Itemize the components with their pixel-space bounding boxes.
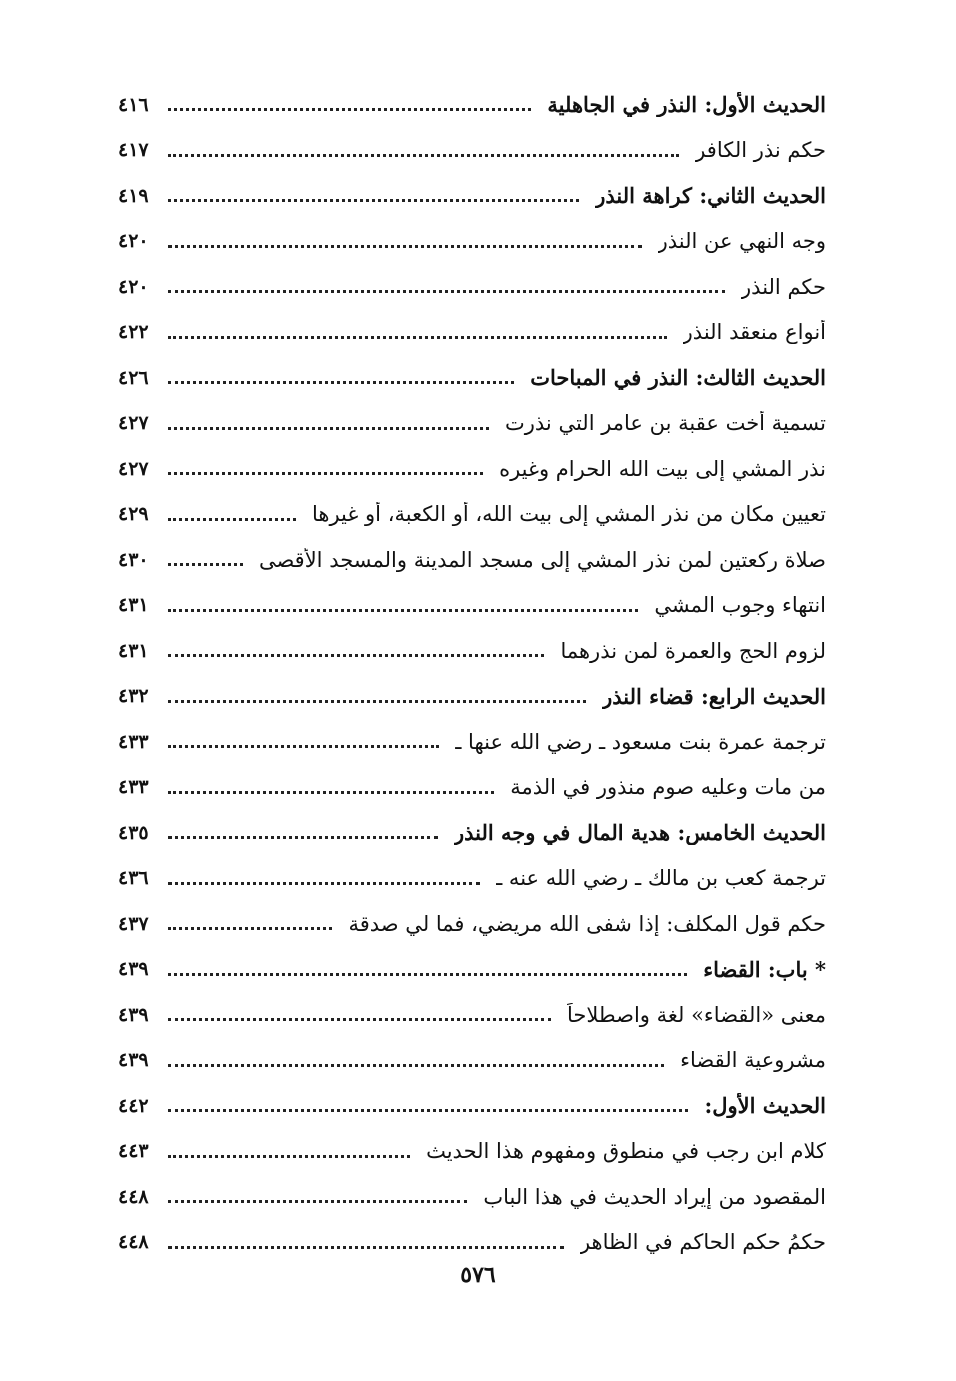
toc-entry-page: ٤٤٨ [118,1231,149,1254]
toc-entry [118,310,826,356]
toc-entry [118,628,826,674]
toc-entry-page: ٤١٦ [118,93,149,116]
dot-leader [168,518,296,521]
toc-entry-title: الحديث الخامس: هدية المال في وجه النذر [454,820,826,846]
toc-entry-title: الحديث الأول: النذر في الجاهلية [547,92,826,118]
toc-entry [118,82,826,128]
toc-entry [118,128,826,174]
toc-entry [118,401,826,447]
toc-entry [118,719,826,765]
toc-entry-page: ٤٣٩ [118,1049,149,1072]
table-of-contents [118,82,826,1265]
toc-entry-title: صلاة ركعتين لمن نذر المشي إلى مسجد المدينة والمسجد الأقصى [258,547,826,572]
toc-entry-page: ٤٣٢ [118,685,149,708]
toc-entry-title: نذر المشي إلى بيت الله الحرام وغيره [499,456,826,481]
toc-entry [118,856,826,902]
dot-leader [168,1155,410,1158]
toc-entry-title: حكم قول المكلف: إذا شفى الله مريضي، فما لي صدقة [348,911,826,936]
dot-leader [168,245,642,248]
toc-entry-title: من مات وعليه صوم منذور في الذمة [510,775,826,800]
toc-entry-title: مشروعية القضاء [680,1048,826,1073]
toc-entry-page: ٤٤٨ [118,1185,149,1208]
dot-leader [168,472,483,475]
toc-entry-page: ٤٣٩ [118,958,149,981]
dot-leader [168,154,679,157]
toc-entry-title: لزوم الحج والعمرة لمن نذرهما [560,638,826,663]
toc-entry [118,1174,826,1220]
toc-entry-title: وجه النهي عن النذر [657,229,826,254]
toc-entry-title: * باب: القضاء [703,956,826,982]
dot-leader [168,791,494,794]
toc-entry-page: ٤٢٠ [118,230,149,253]
dot-leader [168,1064,664,1067]
toc-entry-title: ترجمة عمرة بنت مسعود ـ رضي الله عنها ـ [455,729,826,754]
toc-entry [118,674,826,720]
dot-leader [168,927,332,930]
toc-entry-title: معنى «القضاء» لغة واصطلاحاً [566,1002,826,1027]
dot-leader [168,1200,467,1203]
toc-entry-page: ٤٣٦ [118,867,149,890]
dot-leader [168,563,243,566]
dot-leader [168,973,687,976]
toc-entry-page: ٤٢٧ [118,412,149,435]
dot-leader [168,745,439,748]
toc-entry [118,219,826,265]
dot-leader [168,654,544,657]
toc-entry-page: ٤٢٧ [118,457,149,480]
toc-entry [118,765,826,811]
toc-entry [118,355,826,401]
toc-entry-title: انتهاء وجوب المشي [654,593,826,618]
toc-entry-page: ٤٣١ [118,594,149,617]
toc-entry-page: ٤٢٩ [118,503,149,526]
toc-entry [118,446,826,492]
toc-entry-page: ٤٣٥ [118,821,149,844]
toc-entry-title: تعيين مكان من نذر المشي إلى بيت الله، أو الكعبة، أو غيرها [311,502,826,527]
toc-entry [118,173,826,219]
toc-entry-page: ٤٢٦ [118,366,149,389]
toc-entry-title: الحديث الرابع: قضاء النذر [602,683,826,709]
dot-leader [168,381,514,384]
toc-entry [118,264,826,310]
toc-entry-page: ٤٣٠ [118,548,149,571]
toc-entry-title: الحديث الثالث: النذر في المباحات [530,365,826,391]
toc-entry [118,1083,826,1129]
toc-entry-title: كلام ابن رجب في منطوق ومفهوم هذا الحديث [426,1139,826,1164]
toc-entry-title: ترجمة كعب بن مالك ـ رضي الله عنه ـ [496,866,826,891]
dot-leader [168,1018,551,1021]
dot-leader [168,108,531,111]
toc-entry-page: ٤٤٢ [118,1094,149,1117]
toc-entry-title: حكم نذر الكافر [695,138,826,163]
dot-leader [168,336,667,339]
page-number: ٥٧٦ [460,1262,496,1288]
dot-leader [168,427,489,430]
dot-leader [168,882,480,885]
toc-entry-page: ٤٤٣ [118,1140,149,1163]
toc-entry-title: الحديث الثاني: كراهة النذر [595,183,826,209]
toc-entry-page: ٤٣٣ [118,776,149,799]
toc-entry-page: ٤١٩ [118,184,149,207]
dot-leader [168,700,586,703]
toc-entry [118,537,826,583]
toc-entry-title: حكم النذر [741,274,826,299]
toc-entry-page: ٤١٧ [118,139,149,162]
toc-entry-title: الحديث الأول: [704,1093,826,1119]
toc-entry [118,492,826,538]
toc-entry [118,583,826,629]
dot-leader [168,1246,564,1249]
dot-leader [168,836,438,839]
toc-entry-title: حكمُ حكمِ الحاكم في الظاهر [579,1230,826,1255]
toc-entry [118,1038,826,1084]
toc-entry [118,992,826,1038]
toc-entry-page: ٤٣٧ [118,912,149,935]
toc-entry-title: أنواع منعقد النذر [682,320,826,345]
toc-entry [118,810,826,856]
toc-entry-page: ٤٢٠ [118,275,149,298]
dot-leader [168,290,725,293]
toc-entry-page: ٤٣٣ [118,730,149,753]
dot-leader [168,1109,688,1112]
dot-leader [168,199,579,202]
toc-entry-page: ٤٣١ [118,639,149,662]
toc-entry-title: تسمية أخت عقبة بن عامر التي نذرت [505,411,826,436]
toc-entry-page: ٤٢٢ [118,321,149,344]
toc-entry [118,901,826,947]
toc-entry-page: ٤٣٩ [118,1003,149,1026]
toc-entry [118,1129,826,1175]
toc-entry [118,947,826,993]
toc-entry-title: المقصود من إيراد الحديث في هذا الباب [483,1184,826,1209]
dot-leader [168,609,638,612]
toc-entry [118,1220,826,1266]
